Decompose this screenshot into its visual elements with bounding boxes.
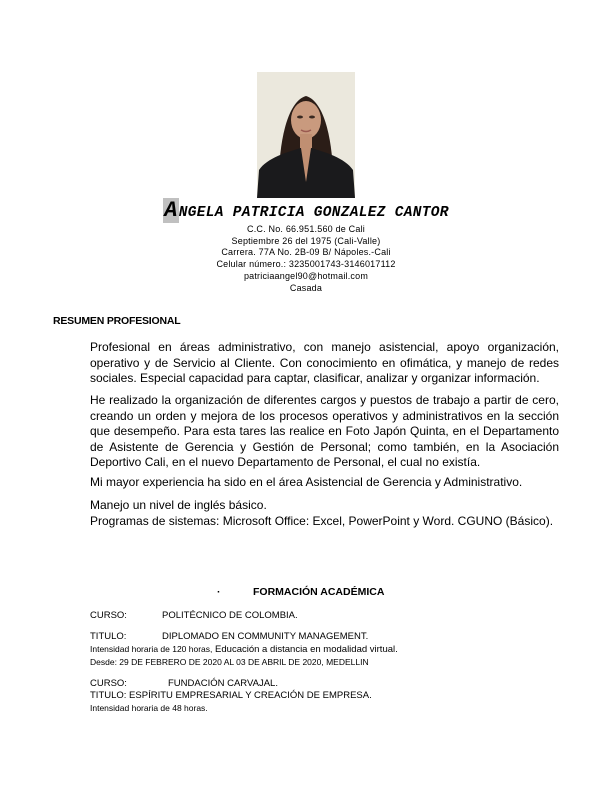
name-initial: A (164, 198, 178, 223)
hours: Intensidad horaria de 120 horas, (90, 644, 213, 654)
education-entry-1-course: CURSO: POLITÉCNICO DE COLOMBIA. (90, 610, 298, 621)
education-title: FORMACIÓN ACADÉMICA (253, 586, 385, 598)
bullet-icon: · (217, 586, 221, 598)
email: patriciaangel90@hotmail.com (243, 270, 369, 281)
summary-paragraph: He realizado la organización de diferentes cargos y puestos de trabajo a partir de cero, creando un orden y mejora de los procesos operativos y administrativos en la sección que desempeño. Para esta tares las realice en Foto Japón Quinta, en el Departamento de Asistente de Gerencia y Gestión de Personal; como también, en la Asociación Deportivo Cali, en el nuevo Departamento de Personal, el cual no existía. (90, 393, 559, 470)
degree-title: TITULO: ESPÍRITU EMPRESARIAL Y CREACIÓN DE EMPRESA. (90, 690, 372, 701)
skills-block (90, 498, 559, 529)
profile-photo (257, 72, 355, 198)
address: Carrera. 77A No. 2B-09 B/ Nápoles.-Cali (221, 247, 391, 258)
english-level: Manejo un nivel de inglés básico. (90, 498, 267, 512)
education-entry-2: CURSO: FUNDACIÓN CARVAJAL. TITULO: ESPÍRITU EMPRESARIAL Y CREACIÓN DE EMPRESA. Intensidad horaria de 48 horas. (90, 678, 372, 713)
modality: Educación a distancia en modalidad virtual. (212, 644, 398, 655)
id-number: C.C. No. 66.951.560 de Cali (247, 224, 365, 234)
name-rest: NGELA PATRICIA GONZALEZ CANTOR (178, 205, 449, 221)
education-heading (217, 586, 384, 598)
date-range: 29 DE FEBRERO DE 2020 AL 03 DE ABRIL DE 2020, MEDELLIN (116, 657, 369, 667)
birth-date: Septiembre 26 del 1975 (Cali-Valle) (231, 235, 381, 246)
contact-block (0, 224, 612, 294)
phone: Celular número.: 3235001743-3146017112 (216, 259, 396, 270)
software-skills: Programas de sistemas: Microsoft Office: Excel, PowerPoint y Word. CGUNO (Básico). (90, 513, 554, 528)
degree-title: DIPLOMADO EN COMMUNITY MANAGEMENT. (162, 631, 369, 642)
hours: Intensidad horaria de 48 horas. (90, 703, 208, 713)
summary-paragraph: Mi mayor experiencia ha sido en el área Asistencial de Gerencia y Administrativo. (90, 475, 523, 489)
education-entry-1-details: TITULO: DIPLOMADO EN COMMUNITY MANAGEMENT. Intensidad horaria de 120 horas, Educación a distancia en modalidad virtual. Desde: 29 DE FEBRERO DE 2020 AL 03 DE ABRIL DE 2020, MEDELLIN (90, 631, 398, 667)
summary-heading: RESUMEN PROFESIONAL (53, 315, 181, 327)
candidate-name (0, 198, 612, 223)
summary-paragraph: Profesional en áreas administrativo, con manejo asistencial, apoyo organización, operativo y de Servicio al Cliente. Con conocimiento en ofimática, y manejo de redes sociales. Especial capacidad para captar, clasificar, analizar y organizar información. (90, 340, 559, 386)
marital-status: Casada (289, 282, 323, 293)
